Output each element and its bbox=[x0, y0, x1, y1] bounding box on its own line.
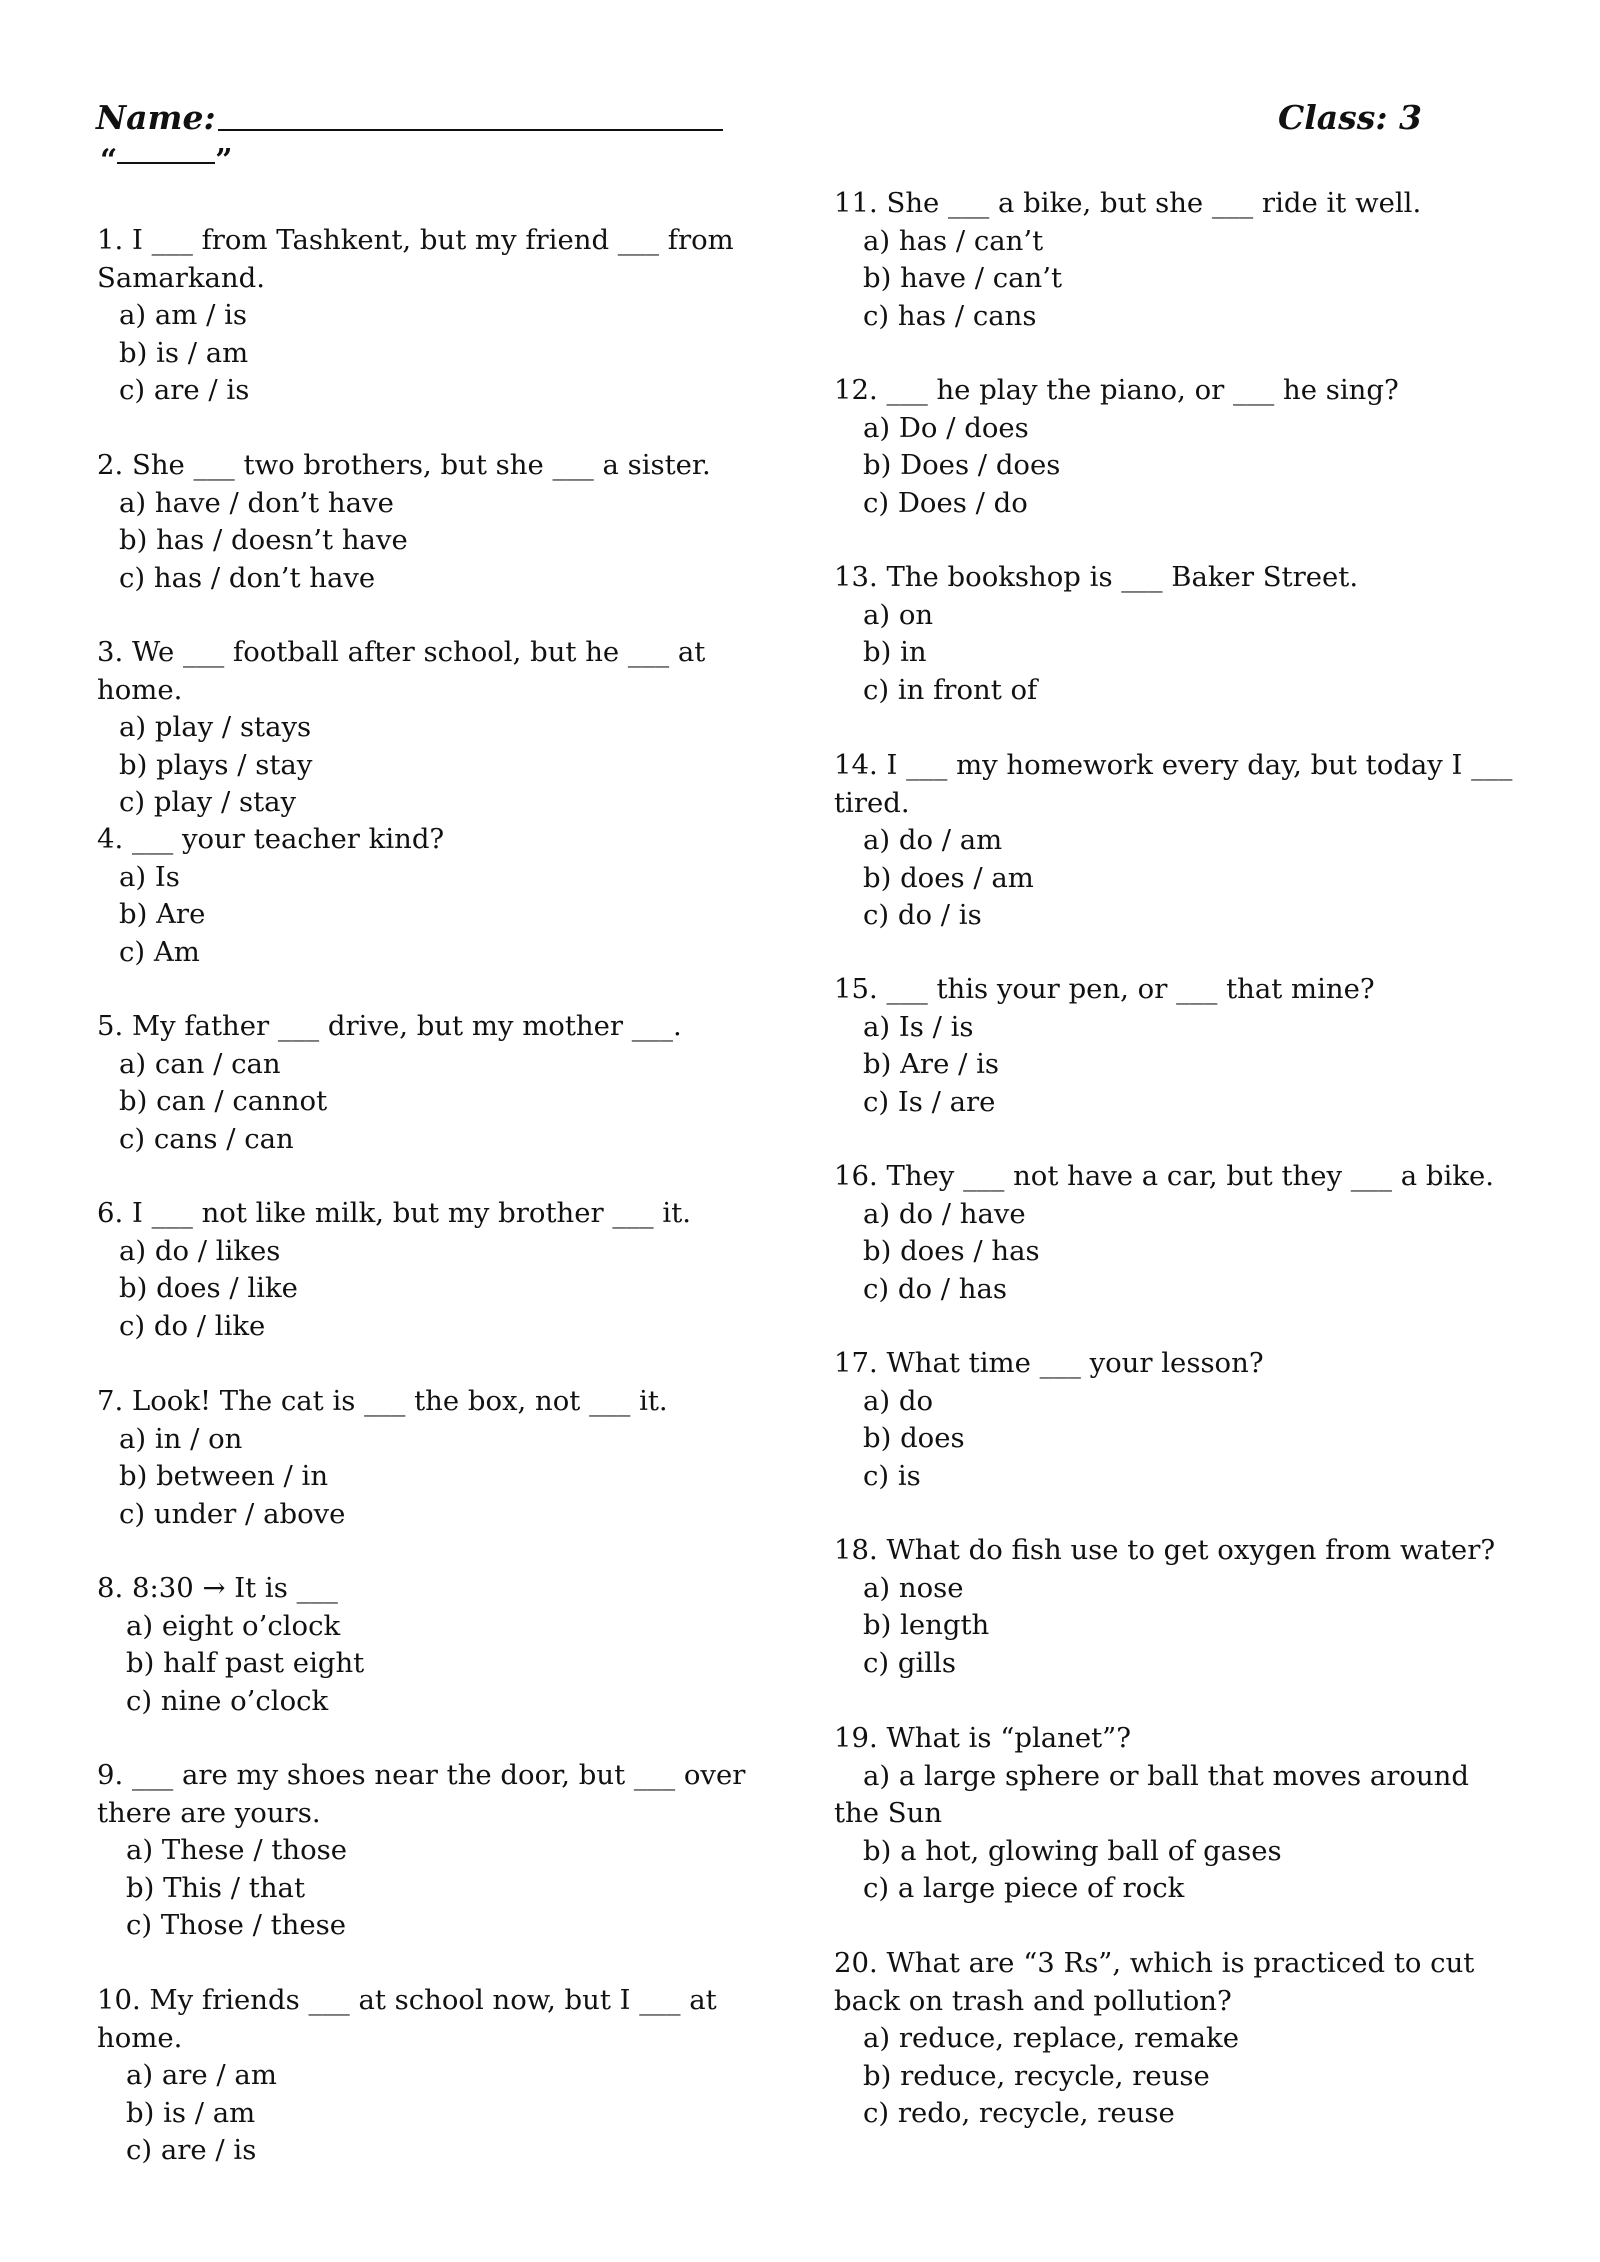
question-stem: 11. She ___ a bike, but she ___ ride it well. bbox=[834, 187, 1422, 219]
option-b[interactable]: b) in bbox=[863, 636, 927, 668]
question-stem: 16. They ___ not have a car, but they ___ a bike. bbox=[834, 1160, 1494, 1192]
question-stem: 13. The bookshop is ___ Baker Street. bbox=[834, 561, 1359, 593]
option-b[interactable]: b) between / in bbox=[119, 1460, 329, 1492]
option-c[interactable]: c) nine o’clock bbox=[126, 1684, 329, 1717]
question-6 bbox=[97, 1195, 782, 1345]
question-7 bbox=[97, 1383, 782, 1533]
question-stem: 7. Look! The cat is ___ the box, not ___ it. bbox=[97, 1385, 668, 1417]
option-b[interactable]: b) does / like bbox=[119, 1272, 298, 1304]
question-15 bbox=[834, 971, 1514, 1121]
question-18 bbox=[834, 1532, 1514, 1682]
question-17 bbox=[834, 1345, 1514, 1495]
question-14 bbox=[834, 747, 1514, 935]
option-c[interactable]: c) has / cans bbox=[863, 299, 1037, 332]
question-stem: 6. I ___ not like milk, but my brother ___ it. bbox=[97, 1197, 691, 1229]
option-b[interactable]: b) does / am bbox=[863, 861, 1034, 894]
question-stem: 14. I ___ my homework every day, but today I ___ tired. bbox=[834, 749, 1513, 819]
quote-open: “ bbox=[100, 143, 118, 178]
name-field[interactable] bbox=[96, 98, 723, 138]
option-b[interactable]: b) is / am bbox=[126, 2096, 256, 2129]
question-5 bbox=[97, 1008, 782, 1158]
option-a[interactable]: a) Do / does bbox=[863, 411, 1029, 444]
option-b[interactable]: b) Are bbox=[119, 898, 206, 930]
option-c[interactable]: c) has / don’t have bbox=[119, 561, 376, 594]
class-label: Class: 3 bbox=[1278, 98, 1422, 137]
question-stem: 10. My friends ___ at school now, but I ___ at home. bbox=[97, 1984, 717, 2054]
option-b[interactable]: b) Are / is bbox=[863, 1048, 1000, 1080]
option-b[interactable]: b) has / doesn’t have bbox=[119, 524, 408, 556]
question-stem: 1. I ___ from Tashkent, but my friend ___ from Samarkand. bbox=[97, 224, 734, 294]
question-4 bbox=[97, 821, 782, 971]
option-a[interactable]: a) Is / is bbox=[863, 1010, 974, 1043]
question-stem: 12. ___ he play the piano, or ___ he sing? bbox=[834, 374, 1399, 406]
quote-close: ” bbox=[215, 143, 233, 178]
option-c[interactable]: c) Does / do bbox=[863, 486, 1028, 519]
option-c[interactable]: c) redo, recycle, reuse bbox=[863, 2097, 1175, 2129]
option-a[interactable]: a) a large sphere or ball that moves around the Sun bbox=[834, 1759, 1469, 1829]
option-a[interactable]: a) do / likes bbox=[119, 1234, 281, 1267]
option-c[interactable]: c) Am bbox=[119, 935, 200, 968]
option-a[interactable]: a) nose bbox=[863, 1571, 964, 1604]
option-a[interactable]: a) do bbox=[863, 1384, 934, 1417]
option-b[interactable]: b) plays / stay bbox=[119, 748, 313, 781]
question-20 bbox=[834, 1945, 1514, 2133]
question-stem: 17. What time ___ your lesson? bbox=[834, 1347, 1264, 1379]
option-a[interactable]: a) on bbox=[863, 598, 934, 631]
group-blank[interactable] bbox=[100, 143, 233, 179]
option-a[interactable]: a) can / can bbox=[119, 1047, 281, 1080]
option-a[interactable]: a) do / have bbox=[863, 1197, 1026, 1230]
option-a[interactable]: a) do / am bbox=[863, 824, 1003, 856]
option-c[interactable]: c) in front of bbox=[863, 673, 1038, 706]
name-label: Name: bbox=[96, 98, 216, 137]
option-a[interactable]: a) have / don’t have bbox=[119, 486, 394, 519]
option-c[interactable]: c) do / like bbox=[119, 1309, 266, 1342]
option-c[interactable]: c) play / stay bbox=[119, 786, 297, 818]
option-b[interactable]: b) Does / does bbox=[863, 449, 1061, 481]
question-10 bbox=[97, 1982, 782, 2170]
option-b[interactable]: b) half past eight bbox=[126, 1647, 365, 1679]
option-a[interactable]: a) play / stays bbox=[119, 711, 312, 743]
option-b[interactable]: b) have / can’t bbox=[863, 262, 1063, 294]
question-19 bbox=[834, 1720, 1514, 1908]
question-11 bbox=[834, 185, 1514, 335]
question-1 bbox=[97, 222, 782, 410]
option-c[interactable]: c) Those / these bbox=[126, 1909, 347, 1941]
question-stem: 19. What is “planet”? bbox=[834, 1722, 1131, 1754]
question-8 bbox=[97, 1570, 782, 1720]
question-stem: 20. What are “3 Rs”, which is practiced to cut back on trash and pollution? bbox=[834, 1947, 1475, 2017]
option-a[interactable]: a) eight o’clock bbox=[126, 1609, 341, 1642]
question-stem: 5. My father ___ drive, but my mother ___. bbox=[97, 1010, 682, 1042]
option-c[interactable]: c) a large piece of rock bbox=[863, 1872, 1185, 1904]
option-b[interactable]: b) is / am bbox=[119, 336, 249, 369]
option-a[interactable]: a) in / on bbox=[119, 1422, 243, 1455]
question-stem: 18. What do fish use to get oxygen from water? bbox=[834, 1534, 1496, 1566]
question-3 bbox=[97, 634, 782, 822]
option-c[interactable]: c) are / is bbox=[119, 374, 250, 406]
option-b[interactable]: b) does / has bbox=[863, 1235, 1040, 1267]
option-c[interactable]: c) under / above bbox=[119, 1497, 346, 1530]
option-a[interactable]: a) are / am bbox=[126, 2059, 277, 2091]
question-stem: 9. ___ are my shoes near the door, but ___ over there are yours. bbox=[97, 1759, 746, 1829]
question-9 bbox=[97, 1757, 782, 1945]
question-2 bbox=[97, 447, 782, 597]
question-stem: 4. ___ your teacher kind? bbox=[97, 823, 445, 855]
option-a[interactable]: a) Is bbox=[119, 860, 180, 893]
option-c[interactable]: c) are / is bbox=[126, 2134, 257, 2166]
name-blank-line[interactable] bbox=[218, 129, 723, 131]
question-13 bbox=[834, 559, 1514, 709]
option-a[interactable]: a) reduce, replace, remake bbox=[863, 2022, 1239, 2054]
option-b[interactable]: b) a hot, glowing ball of gases bbox=[863, 1834, 1282, 1867]
option-a[interactable]: a) has / can’t bbox=[863, 224, 1044, 257]
option-a[interactable]: a) These / those bbox=[126, 1834, 348, 1866]
option-c[interactable]: c) do / is bbox=[863, 899, 982, 931]
question-stem: 15. ___ this your pen, or ___ that mine? bbox=[834, 973, 1375, 1005]
question-12 bbox=[834, 372, 1514, 522]
option-b[interactable]: b) length bbox=[863, 1609, 990, 1641]
option-a[interactable]: a) am / is bbox=[119, 299, 247, 331]
question-stem: 3. We ___ football after school, but he ___ at home. bbox=[97, 636, 706, 706]
question-16 bbox=[834, 1158, 1514, 1308]
option-b[interactable]: b) can / cannot bbox=[119, 1085, 328, 1117]
group-blank-line[interactable] bbox=[117, 162, 215, 164]
option-c[interactable]: c) do / has bbox=[863, 1272, 1007, 1305]
option-c[interactable]: c) cans / can bbox=[119, 1122, 294, 1155]
option-b[interactable]: b) does bbox=[863, 1422, 965, 1454]
question-stem: 2. She ___ two brothers, but she ___ a sister. bbox=[97, 449, 711, 481]
option-c[interactable]: c) Is / are bbox=[863, 1085, 996, 1118]
option-b[interactable]: b) This / that bbox=[126, 1871, 305, 1904]
option-c[interactable]: c) gills bbox=[863, 1646, 956, 1679]
option-b[interactable]: b) reduce, recycle, reuse bbox=[863, 2059, 1210, 2092]
question-stem: 8. 8:30 → It is ___ bbox=[97, 1572, 338, 1604]
option-c[interactable]: c) is bbox=[863, 1459, 921, 1492]
